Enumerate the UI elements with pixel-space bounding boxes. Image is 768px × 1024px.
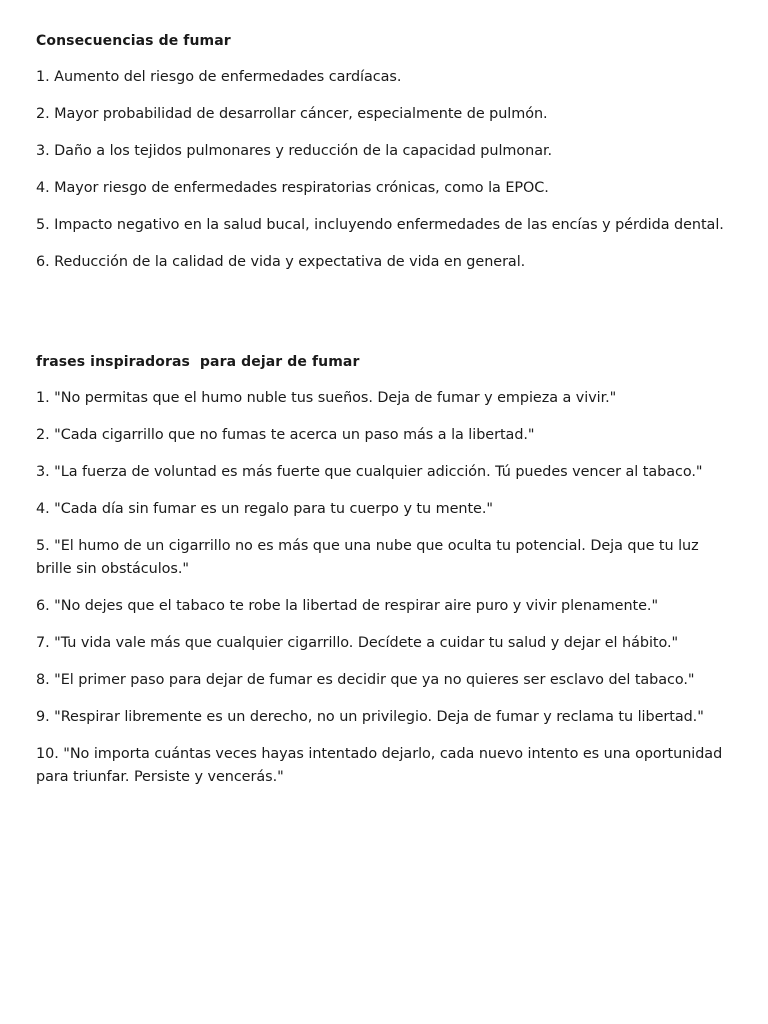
list-item: 2. Mayor probabilidad de desarrollar cáncer, especialmente de pulmón. (36, 106, 548, 122)
list-item: 4. Mayor riesgo de enfermedades respiratorias crónicas, como la EPOC. (36, 180, 549, 196)
section-title: frases inspiradoras para dejar de fumar (36, 354, 360, 370)
section-spacer (36, 288, 736, 351)
list-item: 3. "La fuerza de voluntad es más fuerte que cualquier adicción. Tú puedes vencer al tabaco." (36, 464, 703, 480)
list-item: 10. "No importa cuántas veces hayas intentado dejarlo, cada nuevo intento es una oportunidad para triunfar. Persiste y vencerás." (36, 746, 723, 785)
list-item: 6. "No dejes que el tabaco te robe la libertad de respirar aire puro y vivir plenamente." (36, 598, 659, 614)
list-item: 1. Aumento del riesgo de enfermedades cardíacas. (36, 69, 402, 85)
list-item: 4. "Cada día sin fumar es un regalo para tu cuerpo y tu mente." (36, 501, 493, 517)
list-item: 2. "Cada cigarrillo que no fumas te acerca un paso más a la libertad." (36, 427, 535, 443)
list-item: 8. "El primer paso para dejar de fumar es decidir que ya no quieres ser esclavo del tabaco." (36, 672, 695, 688)
list-item: 5. "El humo de un cigarrillo no es más que una nube que oculta tu potencial. Deja que tu luz brille sin obstáculos." (36, 538, 699, 577)
section-frases (36, 351, 736, 789)
list-item: 1. "No permitas que el humo nuble tus sueños. Deja de fumar y empieza a vivir." (36, 390, 617, 406)
list-item: 3. Daño a los tejidos pulmonares y reducción de la capacidad pulmonar. (36, 143, 553, 159)
section-title: Consecuencias de fumar (36, 33, 231, 49)
list-item: 5. Impacto negativo en la salud bucal, incluyendo enfermedades de las encías y pérdida dental. (36, 217, 724, 233)
list-item: 9. "Respirar libremente es un derecho, no un privilegio. Deja de fumar y reclama tu libertad." (36, 709, 704, 725)
list-item: 7. "Tu vida vale más que cualquier cigarrillo. Decídete a cuidar tu salud y dejar el hábito." (36, 635, 679, 651)
document-page (36, 30, 736, 803)
section-consecuencias (36, 30, 736, 274)
list-item: 6. Reducción de la calidad de vida y expectativa de vida en general. (36, 254, 526, 270)
